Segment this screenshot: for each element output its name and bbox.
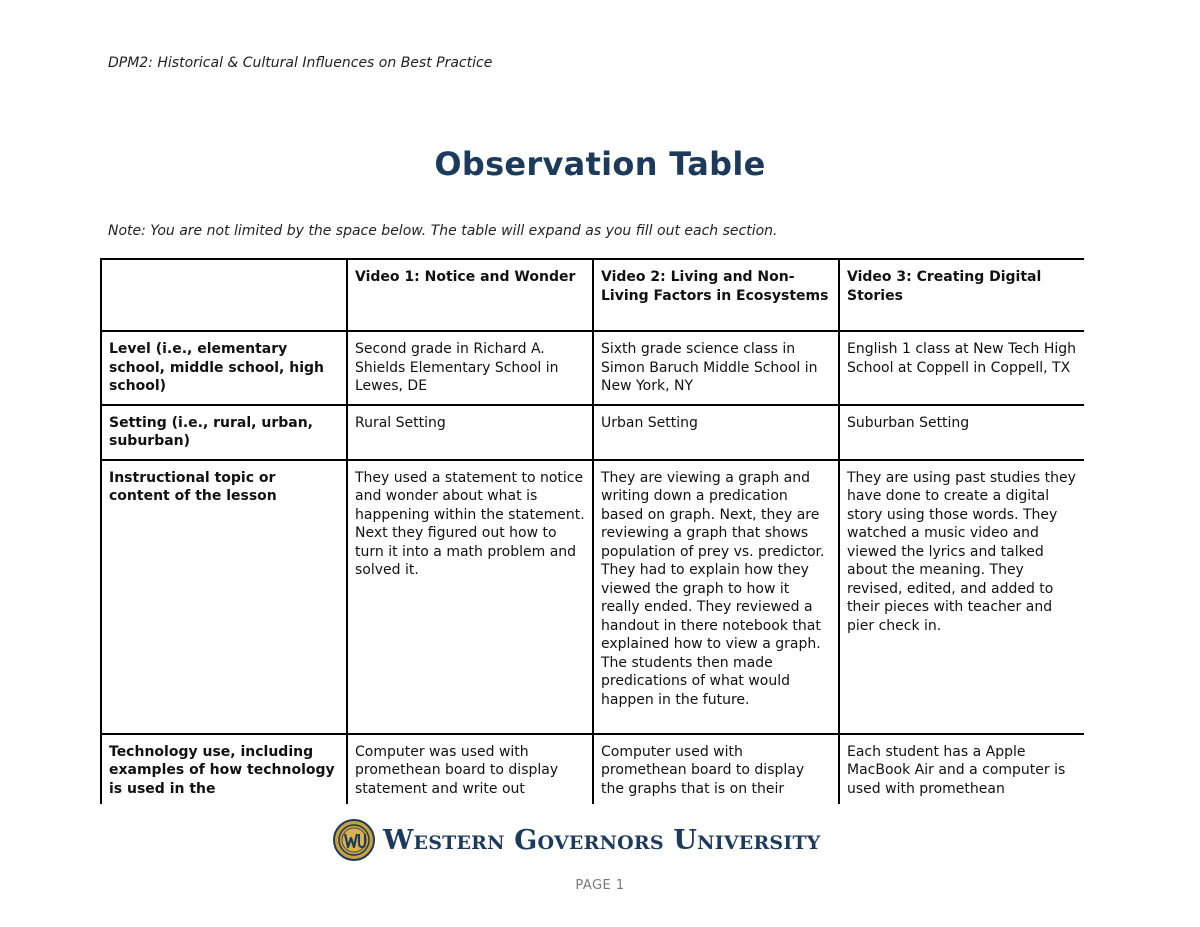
- row-header-setting: Setting (i.e., rural, urban, suburban): [101, 405, 347, 460]
- table-row-topic: [101, 460, 1084, 734]
- table-cell: Sixth grade science class in Simon Baruch Middle School in New York, NY: [593, 331, 839, 405]
- university-seal-icon: [333, 819, 375, 861]
- table-row-technology: [101, 734, 1084, 805]
- table-cell: Urban Setting: [593, 405, 839, 460]
- table-note: Note: You are not limited by the space below. The table will expand as you fill out each section.: [108, 223, 778, 239]
- wgu-logo: [333, 818, 821, 862]
- observation-table-wrapper: [100, 258, 1084, 804]
- row-header-technology: Technology use, including examples of how technology is used in the: [101, 734, 347, 805]
- row-header-level: Level (i.e., elementary school, middle school, high school): [101, 331, 347, 405]
- table-corner-cell: [101, 259, 347, 331]
- table-cell: English 1 class at New Tech High School at Coppell in Coppell, TX: [839, 331, 1084, 405]
- table-cell: They are using past studies they have done to create a digital story using those words. They watched a music video and viewed the lyrics and talked about the meaning. They revised, edited, and added to their pieces with teacher and pier check in.: [839, 460, 1084, 734]
- column-header-video-3: Video 3: Creating Digital Stories: [839, 259, 1084, 331]
- table-cell: Computer was used with promethean board to display statement and write out: [347, 734, 593, 805]
- table-row-setting: [101, 405, 1084, 460]
- table-cell: Computer used with promethean board to display the graphs that is on their: [593, 734, 839, 805]
- table-cell: Each student has a Apple MacBook Air and a computer is used with promethean: [839, 734, 1084, 805]
- page-title: Observation Table: [434, 145, 766, 183]
- table-cell: They are viewing a graph and writing down a predication based on graph. Next, they are reviewing a graph that shows population of prey vs. predictor. They had to explain how they viewed the graph to how it really ended. They reviewed a handout in there notebook that explained how to view a graph. The students then made predications of what would happen in the future.: [593, 460, 839, 734]
- document-header: DPM2: Historical & Cultural Influences on Best Practice: [108, 55, 493, 71]
- table-cell: They used a statement to notice and wonder about what is happening within the statement. Next they figured out how to turn it into a math problem and solved it.: [347, 460, 593, 734]
- logo-wordmark: Western Governors University: [383, 824, 821, 856]
- table-row-level: [101, 331, 1084, 405]
- table-header-row: [101, 259, 1084, 331]
- table-cell: Suburban Setting: [839, 405, 1084, 460]
- column-header-video-2: Video 2: Living and Non-Living Factors in Ecosystems: [593, 259, 839, 331]
- column-header-video-1: Video 1: Notice and Wonder: [347, 259, 593, 331]
- page-number: PAGE 1: [575, 878, 625, 893]
- observation-table: [100, 258, 1084, 804]
- row-header-topic: Instructional topic or content of the lesson: [101, 460, 347, 734]
- table-cell: Second grade in Richard A. Shields Elementary School in Lewes, DE: [347, 331, 593, 405]
- table-cell: Rural Setting: [347, 405, 593, 460]
